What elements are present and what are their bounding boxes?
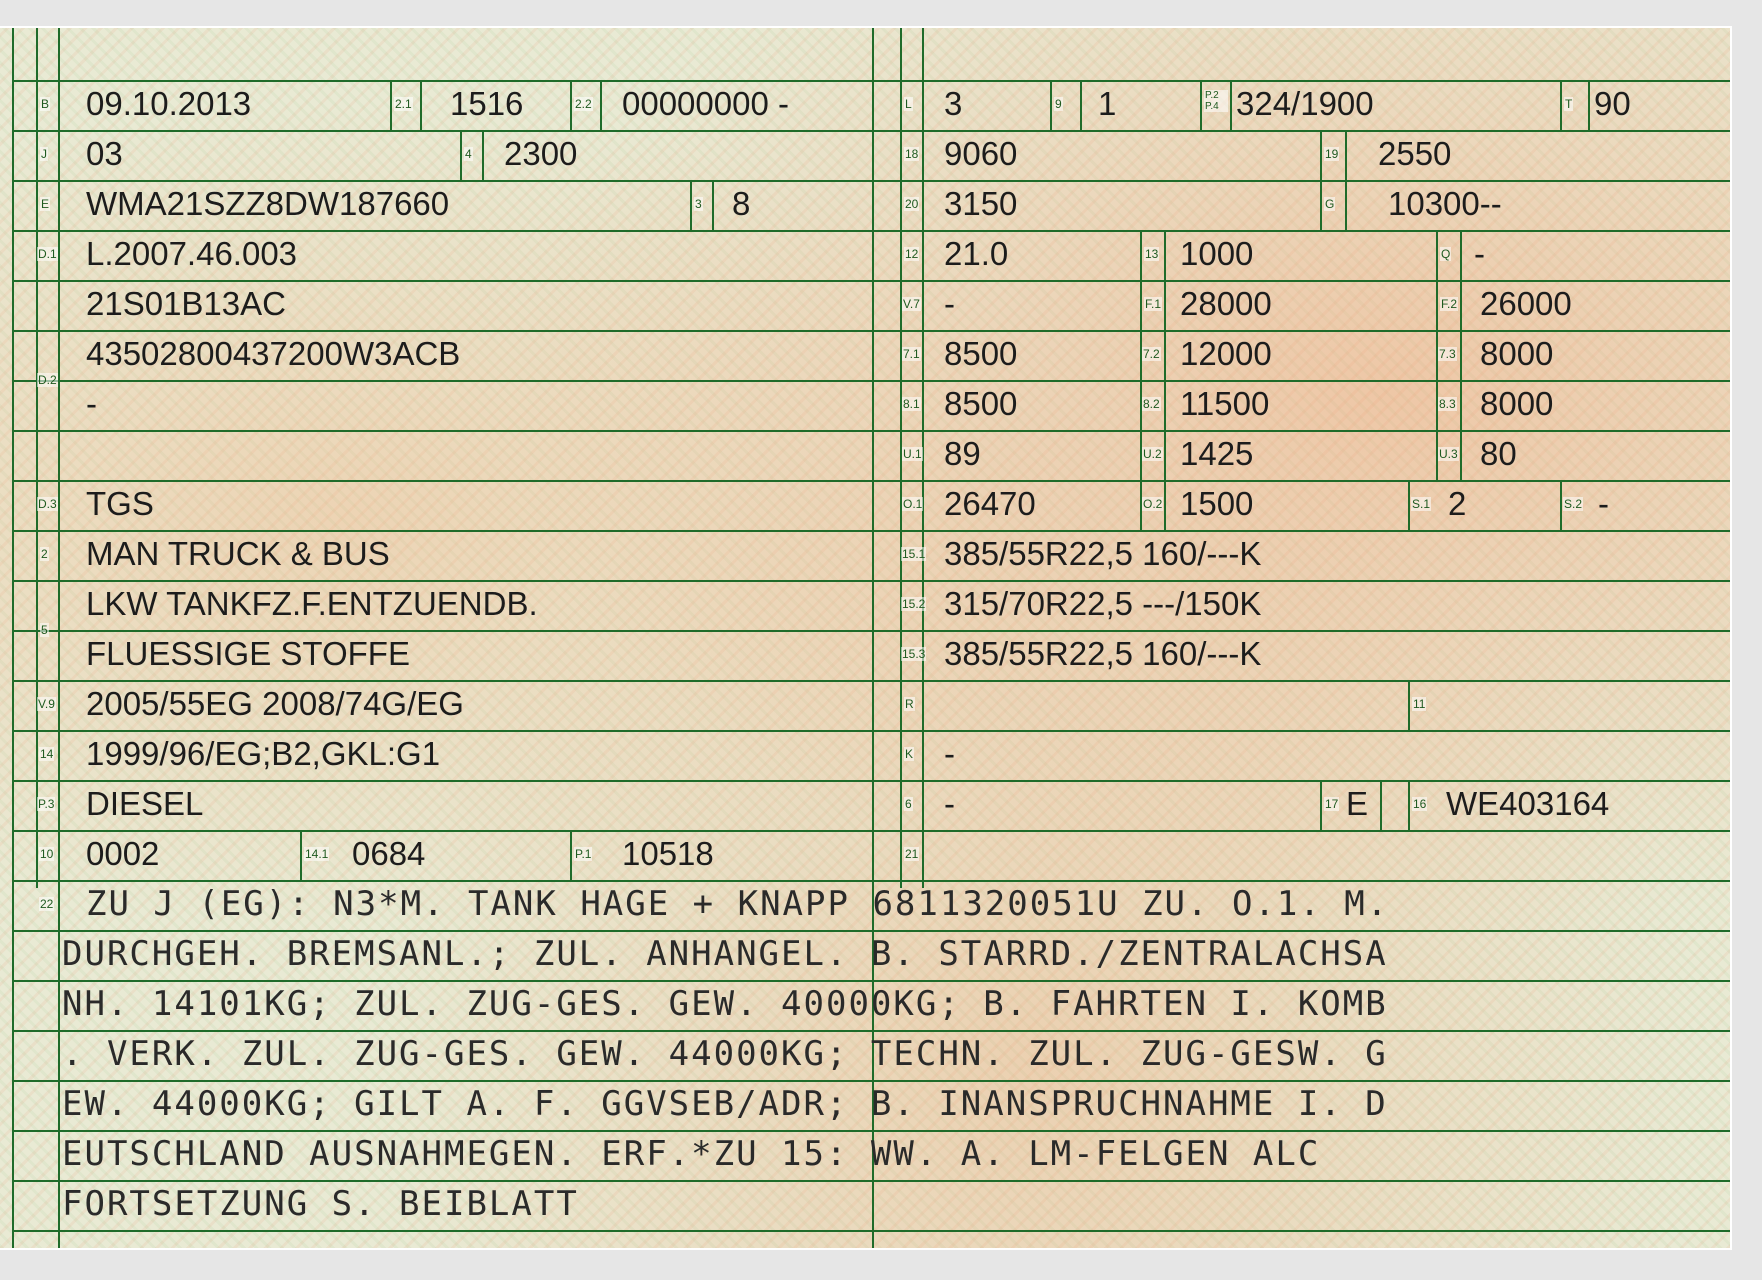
- field-8-2-value: 11500: [1180, 385, 1270, 422]
- field-2-1-value: 1516: [450, 85, 524, 122]
- label-p1: P.1: [575, 847, 592, 861]
- label-20: 20: [905, 197, 919, 211]
- field-9-value: 1: [1098, 85, 1117, 122]
- field-o2-value: 1500: [1180, 485, 1254, 522]
- field-s2-value: -: [1598, 485, 1609, 522]
- label-17: 17: [1325, 797, 1339, 811]
- tyre-15-1-value: 385/55R22,5 160/---K: [944, 535, 1262, 572]
- label-2-2: 2.2: [575, 97, 592, 111]
- remarks-line-2: DURCHGEH. BREMSANL.; ZUL. ANHANGEL. B. STARRD./ZENTRALACHSA: [62, 934, 1388, 974]
- label-13: 13: [1145, 247, 1159, 261]
- label-11: 11: [1413, 697, 1426, 711]
- field-g-value: 10300--: [1388, 185, 1502, 222]
- field-8-3-value: 8000: [1480, 385, 1554, 422]
- field-17-value: E: [1346, 785, 1369, 822]
- label-v9: V.9: [38, 697, 55, 711]
- label-f1: F.1: [1145, 297, 1162, 311]
- label-9: 9: [1055, 97, 1062, 111]
- label-v7: V.7: [903, 297, 920, 311]
- field-k-value: -: [944, 735, 955, 772]
- field-8-1-value: 8500: [944, 385, 1018, 422]
- label-15-1: 15.1: [902, 547, 926, 561]
- fuel-value: DIESEL: [86, 785, 204, 822]
- label-o1: O.1: [903, 497, 923, 511]
- field-20-value: 3150: [944, 185, 1018, 222]
- label-u3: U.3: [1439, 447, 1458, 461]
- label-d3: D.3: [38, 497, 57, 511]
- label-k: K: [905, 747, 914, 761]
- label-g: G: [1325, 197, 1335, 211]
- label-16: 16: [1413, 797, 1427, 811]
- label-4: 4: [465, 147, 472, 161]
- field-o1-value: 26470: [944, 485, 1036, 522]
- label-j: J: [41, 147, 47, 161]
- tyre-15-3-value: 385/55R22,5 160/---K: [944, 635, 1262, 672]
- label-15-2: 15.2: [902, 597, 926, 611]
- vehicle-type-line-2: FLUESSIGE STOFFE: [86, 635, 410, 672]
- label-22: 22: [40, 897, 54, 911]
- label-r: R: [905, 697, 914, 711]
- label-7-2: 7.2: [1143, 347, 1160, 361]
- manufacturer-value: MAN TRUCK & BUS: [86, 535, 390, 572]
- field-d2-line-1: 21S01B13AC: [86, 285, 286, 322]
- field-q-value: -: [1474, 235, 1485, 272]
- label-d1: D.1: [38, 247, 57, 261]
- field-7-1-value: 8500: [944, 335, 1018, 372]
- label-19: 19: [1325, 147, 1339, 161]
- label-u1: U.1: [903, 447, 922, 461]
- field-d3-value: TGS: [86, 485, 154, 522]
- field-f1-value: 28000: [1180, 285, 1272, 322]
- label-3: 3: [695, 197, 702, 211]
- label-o2: O.2: [1143, 497, 1163, 511]
- field-j-value: 03: [86, 135, 123, 172]
- label-p3: P.3: [38, 797, 55, 811]
- label-s2: S.2: [1564, 497, 1583, 511]
- field-u1-value: 89: [944, 435, 981, 472]
- field-14-1-value: 0684: [352, 835, 426, 872]
- label-8-3: 8.3: [1439, 397, 1456, 411]
- field-t-value: 90: [1594, 85, 1631, 122]
- label-8-2: 8.2: [1143, 397, 1160, 411]
- remarks-line-4: . VERK. ZUL. ZUG-GES. GEW. 44000KG; TECHN. ZUL. ZUG-GESW. G: [62, 1034, 1388, 1074]
- remarks-line-5: EW. 44000KG; GILT A. F. GGVSEB/ADR; B. INANSPRUCHNAHME I. D: [62, 1084, 1388, 1124]
- registration-document: [0, 28, 1730, 1248]
- vehicle-type-line-1: LKW TANKFZ.F.ENTZUENDB.: [86, 585, 538, 622]
- field-10-value: 0002: [86, 835, 160, 872]
- label-12: 12: [905, 247, 919, 261]
- remarks-line-1: ZU J (EG): N3*M. TANK HAGE + KNAPP 6811320051U ZU. O.1. M.: [86, 884, 1390, 924]
- field-18-value: 9060: [944, 135, 1018, 172]
- label-u2: U.2: [1143, 447, 1162, 461]
- field-7-2-value: 12000: [1180, 335, 1272, 372]
- label-14-1: 14.1: [305, 847, 329, 861]
- label-5: 5: [41, 623, 48, 637]
- label-2: 2: [41, 547, 48, 561]
- field-12-value: 21.0: [944, 235, 1009, 272]
- label-q: Q: [1441, 247, 1451, 261]
- label-e: E: [41, 197, 50, 211]
- registration-date: 09.10.2013: [86, 85, 252, 122]
- field-13-value: 1000: [1180, 235, 1254, 272]
- field-v9-value: 2005/55EG 2008/74G/EG: [86, 685, 464, 722]
- label-7-3: 7.3: [1439, 347, 1456, 361]
- field-d2-line-2: 43502800437200W3ACB: [86, 335, 461, 372]
- label-14: 14: [40, 747, 54, 761]
- field-f2-value: 26000: [1480, 285, 1572, 322]
- field-19-value: 2550: [1378, 135, 1452, 172]
- field-3-value: 8: [732, 185, 751, 222]
- field-6-value: -: [944, 785, 955, 822]
- field-2-2-value: 00000000 -: [622, 85, 789, 122]
- field-d2-line-3: -: [86, 385, 97, 422]
- field-p1-value: 10518: [622, 835, 714, 872]
- label-d2: D.2: [38, 373, 57, 387]
- label-b: B: [41, 97, 50, 111]
- field-p2-p4-value: 324/1900: [1236, 85, 1374, 122]
- field-v7-value: -: [944, 285, 955, 322]
- label-10: 10: [40, 847, 54, 861]
- field-16-value: WE403164: [1446, 785, 1610, 822]
- label-6: 6: [905, 797, 912, 811]
- label-l: L: [905, 97, 912, 111]
- field-u3-value: 80: [1480, 435, 1517, 472]
- field-d1-value: L.2007.46.003: [86, 235, 298, 272]
- label-21: 21: [905, 847, 919, 861]
- field-s1-value: 2: [1448, 485, 1467, 522]
- label-18: 18: [905, 147, 919, 161]
- remarks-line-7: FORTSETZUNG S. BEIBLATT: [62, 1184, 579, 1224]
- label-15-3: 15.3: [902, 647, 926, 661]
- label-s1: S.1: [1412, 497, 1431, 511]
- field-4-value: 2300: [504, 135, 578, 172]
- vin-value: WMA21SZZ8DW187660: [86, 185, 450, 222]
- label-7-1: 7.1: [903, 347, 920, 361]
- field-l-value: 3: [944, 85, 963, 122]
- label-p2-p4: P.2 P.4: [1204, 90, 1228, 112]
- field-u2-value: 1425: [1180, 435, 1254, 472]
- remarks-line-6: EUTSCHLAND AUSNAHMEGEN. ERF.*ZU 15: WW. A. LM-FELGEN ALC: [62, 1134, 1321, 1174]
- field-14-value: 1999/96/EG;B2,GKL:G1: [86, 735, 441, 772]
- label-f2: F.2: [1441, 297, 1458, 311]
- field-7-3-value: 8000: [1480, 335, 1554, 372]
- tyre-15-2-value: 315/70R22,5 ---/150K: [944, 585, 1262, 622]
- remarks-line-3: NH. 14101KG; ZUL. ZUG-GES. GEW. 40000KG; B. FAHRTEN I. KOMB: [62, 984, 1388, 1024]
- label-8-1: 8.1: [903, 397, 920, 411]
- label-2-1: 2.1: [395, 97, 412, 111]
- label-t: T: [1565, 97, 1573, 111]
